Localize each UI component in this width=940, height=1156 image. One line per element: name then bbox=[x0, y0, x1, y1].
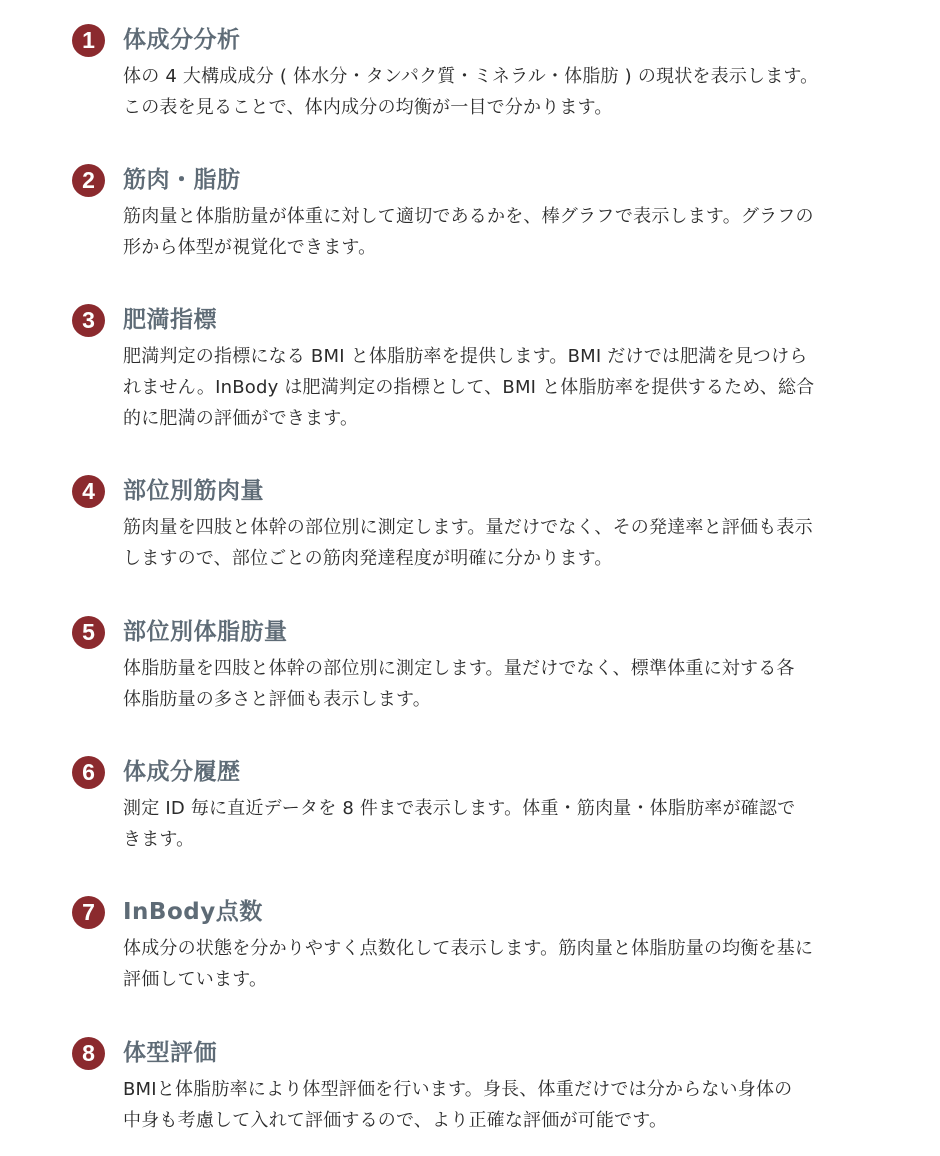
feature-description-2: 筋肉量と体脂肪量が体重に対して適切であるかを、棒グラフで表示します。グラフの 形から体型が視覚化できます。 bbox=[123, 206, 814, 258]
feature-title-7: InBody点数 bbox=[123, 899, 263, 925]
number-badge-4: 4 bbox=[72, 475, 105, 508]
feature-title-3: 肥満指標 bbox=[123, 307, 217, 333]
feature-description-6: 測定 ID 毎に直近データを 8 件まで表示します。体重・筋肉量・体脂肪率が確認で きます。 bbox=[123, 798, 796, 850]
feature-description-1: 体の 4 大構成成分 ( 体水分・タンパク質・ミネラル・体脂肪 ) の現状を表示します。 この表を見ることで、体内成分の均衡が一目で分かります。 bbox=[123, 66, 819, 118]
number-badge-3: 3 bbox=[72, 304, 105, 337]
number-badge-2: 2 bbox=[72, 164, 105, 197]
feature-description-4: 筋肉量を四肢と体幹の部位別に測定します。量だけでなく、その発達率と評価も表示 しますので、部位ごとの筋肉発達程度が明確に分かります。 bbox=[123, 517, 813, 569]
feature-title-6: 体成分履歴 bbox=[123, 759, 241, 785]
feature-description-5: 体脂肪量を四肢と体幹の部位別に測定します。量だけでなく、標準体重に対する各 体脂肪量の多さと評価も表示します。 bbox=[123, 658, 795, 710]
number-badge-8: 8 bbox=[72, 1037, 105, 1070]
feature-title-1: 体成分分析 bbox=[123, 27, 241, 53]
feature-title-5: 部位別体脂肪量 bbox=[123, 619, 288, 645]
feature-title-8: 体型評価 bbox=[123, 1040, 217, 1066]
number-badge-6: 6 bbox=[72, 756, 105, 789]
number-badge-1: 1 bbox=[72, 24, 105, 57]
number-badge-7: 7 bbox=[72, 896, 105, 929]
feature-title-4: 部位別筋肉量 bbox=[123, 478, 264, 504]
feature-description-8: BMIと体脂肪率により体型評価を行います。身長、体重だけでは分からない身体の 中身も考慮して入れて評価するので、より正確な評価が可能です。 bbox=[123, 1079, 793, 1131]
number-badge-5: 5 bbox=[72, 616, 105, 649]
feature-title-2: 筋肉・脂肪 bbox=[123, 167, 241, 193]
feature-description-7: 体成分の状態を分かりやすく点数化して表示します。筋肉量と体脂肪量の均衡を基に 評価しています。 bbox=[123, 938, 814, 990]
feature-description-3: 肥満判定の指標になる BMI と体脂肪率を提供します。BMI だけでは肥満を見つけら れません。InBody は肥満判定の指標として、BMI と体脂肪率を提供するため、総合 的に肥満の評価ができます。 bbox=[123, 346, 815, 429]
